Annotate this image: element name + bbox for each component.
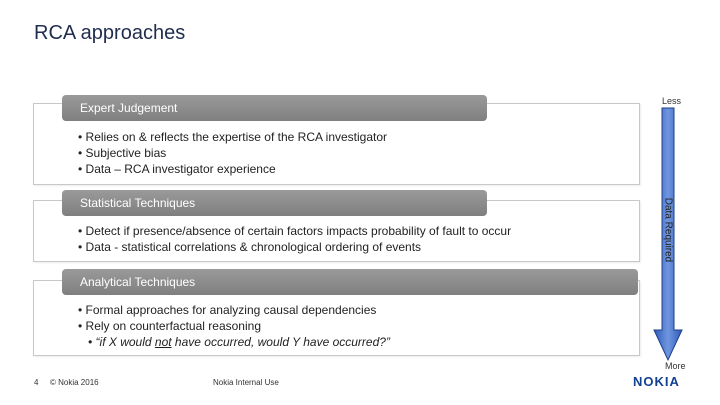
copyright: © Nokia 2016 — [50, 378, 99, 387]
quote-post: have occurred, would Y have occurred?” — [171, 335, 390, 349]
bullet-item: • Relies on & reflects the expertise of the RCA investigator — [78, 129, 387, 145]
data-required-label: Data Required — [662, 197, 674, 263]
bullet-sub-item — [78, 334, 390, 350]
section-header-analytical: Analytical Techniques — [62, 269, 638, 295]
scale-less-label: Less — [662, 96, 682, 106]
classification: Nokia Internal Use — [213, 378, 279, 387]
bullet-item: • Formal approaches for analyzing causal dependencies — [78, 302, 390, 318]
bullet-item: • Rely on counterfactual reasoning — [78, 318, 390, 334]
section-header-expert: Expert Judgement — [62, 95, 487, 121]
nokia-logo: NOKIA — [633, 374, 680, 389]
bullet-item: • Subjective bias — [78, 145, 387, 161]
bullet-item: • Data – RCA investigator experience — [78, 161, 387, 177]
bullet-item: • Data - statistical correlations & chronological ordering of events — [78, 239, 511, 255]
bullet-list-analytical — [78, 302, 390, 350]
section-header-statistical: Statistical Techniques — [62, 190, 487, 216]
page-number: 4 — [34, 378, 39, 387]
scale-more-label: More — [665, 361, 686, 371]
slide-title: RCA approaches — [34, 22, 186, 44]
bullet-list-statistical — [78, 223, 511, 255]
bullet-list-expert — [78, 129, 387, 177]
bullet-item: • Detect if presence/absence of certain factors impacts probability of fault to occur — [78, 223, 511, 239]
quote-emphasis: not — [154, 335, 172, 349]
quote-pre: “if X would — [95, 335, 155, 349]
